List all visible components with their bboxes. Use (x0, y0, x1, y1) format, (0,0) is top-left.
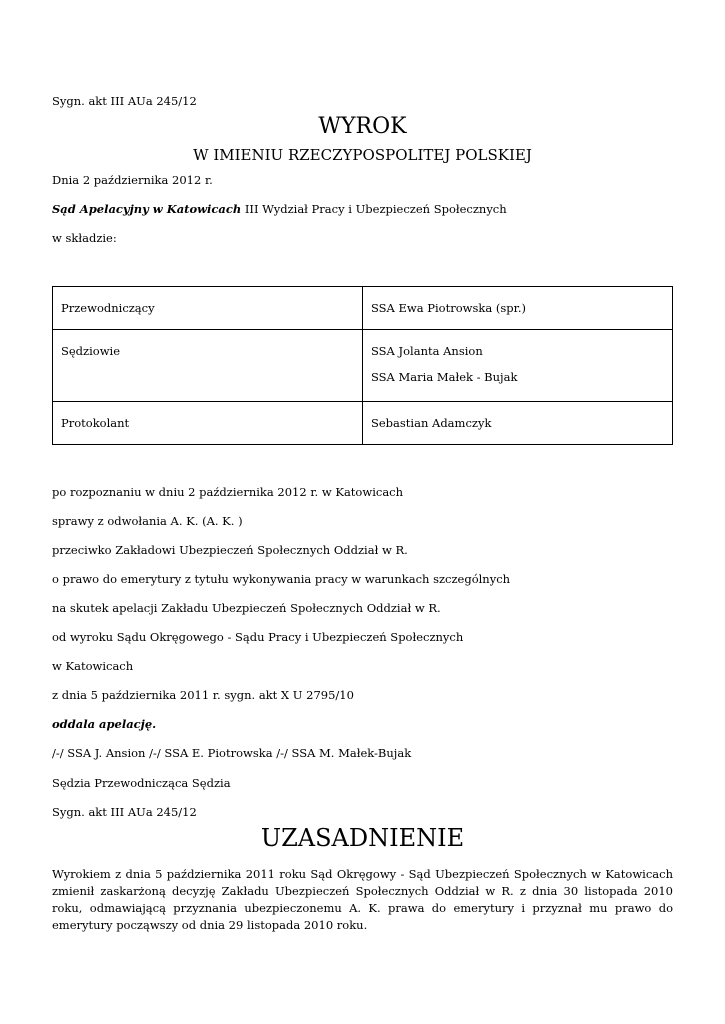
court-name: Sąd Apelacyjny w Katowicach (52, 202, 242, 216)
signature-roles: Sędzia Przewodnicząca Sędzia (52, 776, 231, 790)
body-line: przeciwko Zakładowi Ubezpieczeń Społecznych Oddział w R. (52, 543, 408, 557)
verdict: oddala apelację. (52, 717, 157, 731)
body-line: z dnia 5 października 2011 r. sygn. akt X U 2795/10 (52, 688, 354, 702)
table-row (53, 330, 673, 402)
body-line: o prawo do emerytury z tytułu wykonywania pracy w warunkach szczególnych (52, 572, 511, 586)
clerk-name: Sebastian Adamczyk (371, 416, 492, 430)
role-cell: Przewodniczący (53, 287, 363, 330)
document-title: WYROK (318, 114, 407, 139)
names-cell (363, 287, 673, 330)
signatures: /-/ SSA J. Ansion /-/ SSA E. Piotrowska /-/ SSA M. Małek-Bujak (52, 746, 412, 760)
case-number-bottom: Sygn. akt III AUa 245/12 (52, 805, 197, 819)
names-cell (363, 330, 673, 402)
document-subtitle: W IMIENIU RZECZYPOSPOLITEJ POLSKIEJ (193, 146, 532, 164)
judge-name: SSA Maria Małek - Bujak (371, 370, 518, 384)
body-line: w Katowicach (52, 659, 134, 673)
names-cell (363, 402, 673, 445)
role-cell: Protokolant (53, 402, 363, 445)
justification-title: UZASADNIENIE (260, 824, 465, 852)
body-line: na skutek apelacji Zakładu Ubezpieczeń Społecznych Oddział w R. (52, 601, 441, 615)
composition-label: w składzie: (52, 231, 117, 245)
judge-name: SSA Jolanta Ansion (371, 344, 483, 358)
bench-table (52, 286, 673, 445)
body-line: po rozpoznaniu w dniu 2 października 2012 r. w Katowicach (52, 485, 404, 499)
case-number-top: Sygn. akt III AUa 245/12 (52, 94, 197, 108)
court-line (52, 202, 507, 216)
role-cell: Sędziowie (53, 330, 363, 402)
judgment-date: Dnia 2 października 2012 r. (52, 173, 213, 187)
body-line: od wyroku Sądu Okręgowego - Sądu Pracy i Ubezpieczeń Społecznych (52, 630, 464, 644)
justification-paragraph: Wyrokiem z dnia 5 października 2011 roku Sąd Okręgowy - Sąd Ubezpieczeń Społecznych w Katowicach zmienił zaskarżoną decyzję Zakładu Ubezpieczeń Społecznych Oddział w R. z dnia 30 listopada 2010 roku, odmawiającą przyznania ubezpieczonemu A. K. prawa do emerytury i przyznał mu prawo do emerytury począwszy od dnia 29 listopada 2010 roku. (52, 867, 673, 932)
body-line: sprawy z odwołania A. K. (A. K. ) (52, 514, 243, 528)
table-row (53, 402, 673, 445)
judge-name: SSA Ewa Piotrowska (spr.) (371, 301, 526, 315)
table-row (53, 287, 673, 330)
court-division: III Wydział Pracy i Ubezpieczeń Społecznych (241, 202, 507, 216)
